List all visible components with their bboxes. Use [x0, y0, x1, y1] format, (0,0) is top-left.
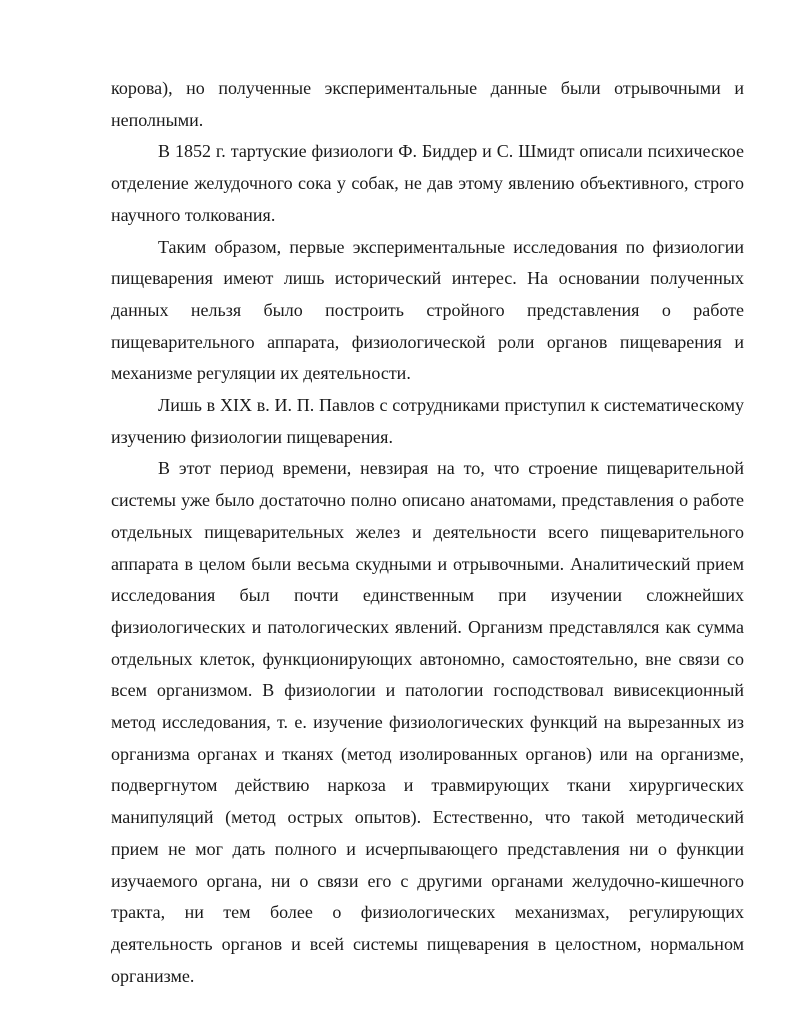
document-page — [111, 73, 744, 992]
paragraph-early-research: Таким образом, первые экспериментальные исследования по физиологии пищеварения имеют лишь исторический интерес. На основании полученных данных нельзя было построить стройного представления о работе пищеварительного аппарата, физиологической роли органов пищеварения и механизме регуляции их деятельности. — [111, 236, 744, 384]
paragraph-continuation: корова), но полученные экспериментальные данные были отрывочными и неполными. — [111, 78, 744, 130]
paragraph-pavlov: Лишь в XIX в. И. П. Павлов с сотрудниками приступил к систематическому изучению физиологии пищеварения. — [111, 395, 744, 447]
paragraph-analytical-method: В этот период времени, невзирая на то, что строение пищеварительной системы уже было достаточно полно описано анатомами, представления о работе отдельных пищеварительных желез и деятельности всего пищеварительного аппарата в целом были весьма скудными и отрывочными. Аналитический прием исследования был почти единственным при изучении сложнейших физиологических и патологических явлений. Организм представлялся как сумма отдельных клеток, функционирующих автономно, самостоятельно, вне связи со всем организмом. В физиологии и патологии господствовал вивисекционный метод исследования, т. е. изучение физиологических функций на вырезанных из организма органах и тканях (метод изолированных органов) или на организме, подвергнутом действию наркоза и травмирующих ткани хирургических манипуляций (метод острых опытов). Естественно, что такой методический прием не мог дать полного и исчерпывающего представления ни о функции изучаемого органа, ни о связи его с другими органами желудочно-кишечного тракта, ни тем более о физиологических механизмах, регулирующих деятельность органов и всей системы пищеварения в целостном, нормальном организме. — [111, 458, 744, 986]
paragraph-bidder-schmidt: В 1852 г. тартуские физиологи Ф. Биддер и С. Шмидт описали психическое отделение желудочного сока у собак, не дав этому явлению объективного, строго научного толкования. — [111, 141, 744, 225]
